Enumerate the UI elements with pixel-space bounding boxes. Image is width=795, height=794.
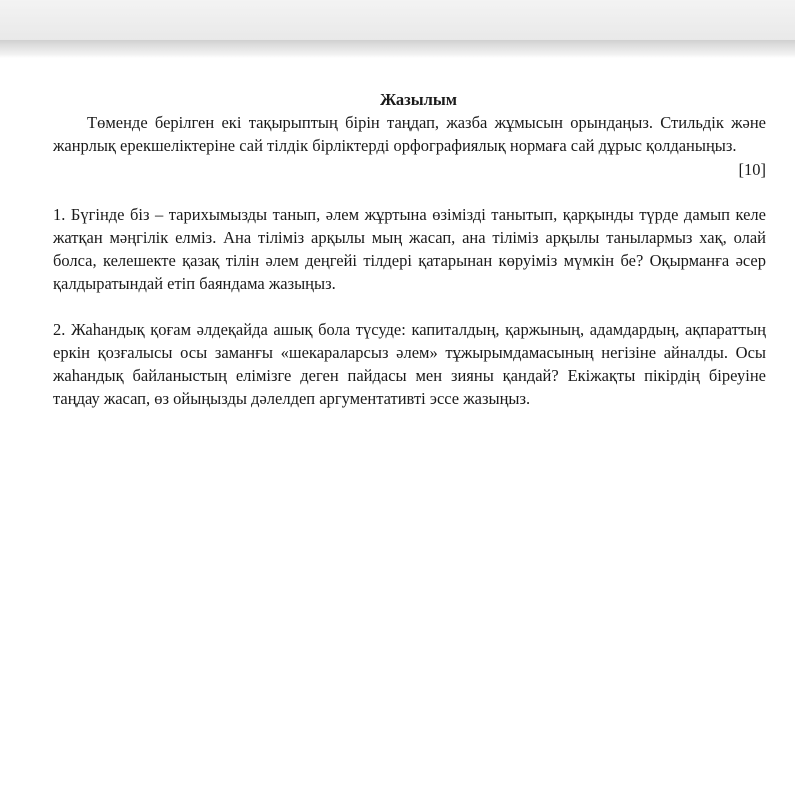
task-item: 1. Бүгінде біз – тарихымызды танып, әлем жұртына өзімізді танытып, қарқынды түрде дамып келе жатқан мәңгілік елміз. Ана тіліміз арқылы мың жасап, ана тіліміз арқылы танылармыз хақ, олай болса, келешекте қазақ тілін әлем деңгейі тілдері қатарынан көруіміз мүмкін бе? Оқырманға әсер қалдыратындай етіп баяндама жазыңыз. <box>53 205 766 293</box>
document-content <box>53 88 766 410</box>
spacer <box>53 181 766 203</box>
task-item: 2. Жаһандық қоғам әлдеқайда ашық бола түсуде: капиталдың, қаржының, адамдардың, ақпараттың еркін қозғалысы осы заманғы «шекараларсыз әлем» тұжырымдамасының негізіне айналды. Осы жаһандық байланыстың елімізге деген пайдасы мен зияны қандай? Екіжақты пікірдің біреуіне таңдау жасап, өз ойыңызды дәлелдеп аргументативті эссе жазыңыз. <box>53 320 766 408</box>
score-label: [10] <box>738 160 766 179</box>
viewer-top-shadow <box>0 40 795 58</box>
viewer-top-bar <box>0 0 795 40</box>
instruction-text: Төменде берілген екі тақырыптың бірін таңдап, жазба жұмысын орындаңыз. Стильдік және жанрлық ерекшеліктеріне сай тілдік бірліктерді орфографиялық нормаға сай дұрыс қолданыңыз. <box>53 113 766 155</box>
section-title: Жазылым <box>379 90 458 109</box>
